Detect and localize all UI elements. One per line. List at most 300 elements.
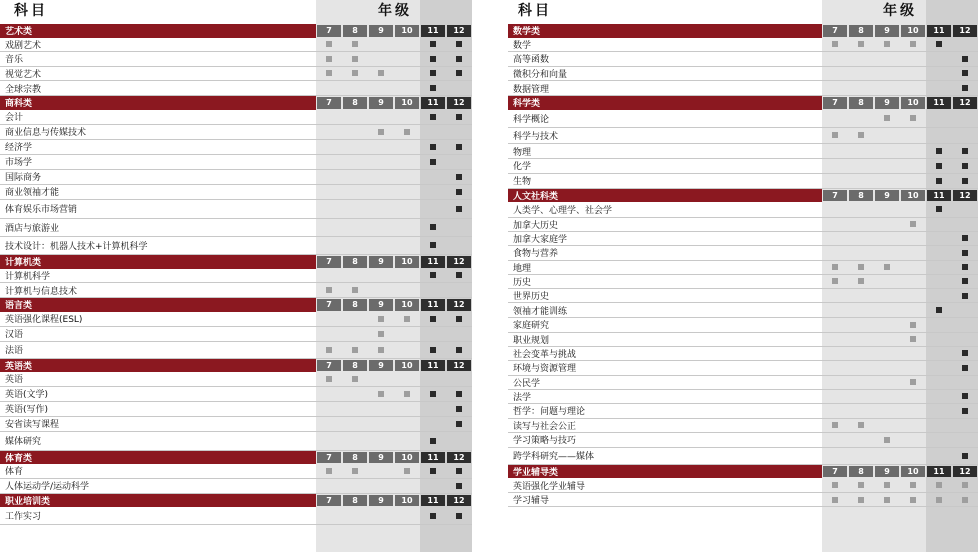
grade-11-header-cell: 11 [421, 256, 445, 268]
course-name: 商业信息与传媒技术 [5, 128, 87, 139]
course-name: 世界历史 [513, 292, 550, 302]
grade-9-offered-mark [884, 437, 890, 443]
grade-12-offered-mark [456, 513, 462, 519]
grade-10-header-cell: 10 [901, 97, 925, 109]
course-name: 工作实习 [5, 512, 42, 522]
grade-11-offered-mark [430, 70, 436, 76]
grade-12-offered-mark [456, 421, 462, 427]
course-row [508, 144, 978, 159]
grade-11-offered-mark [430, 85, 436, 91]
course-row [0, 342, 472, 359]
grade-9-offered-mark [884, 264, 890, 270]
category-header-row [0, 298, 472, 312]
grade-10-header-cell: 10 [901, 466, 925, 478]
course-row [0, 417, 472, 432]
course-name: 安省读写课程 [5, 420, 60, 430]
course-row [0, 170, 472, 185]
course-row [508, 52, 978, 67]
category-title: 体育类 [0, 451, 316, 465]
course-row [508, 318, 978, 333]
course-name: 职业规划 [513, 335, 550, 346]
grade-9-offered-mark [378, 316, 384, 322]
course-name: 读写与社会公正 [513, 421, 577, 432]
grade-12-header-cell: 12 [953, 466, 977, 478]
grade-12-offered-mark [962, 264, 968, 270]
grade-8-header-cell: 8 [849, 97, 873, 109]
grade-9-offered-mark [884, 115, 890, 121]
grade-8-header-cell: 8 [849, 466, 873, 478]
category-header-row [0, 451, 472, 465]
grade-12-offered-mark [456, 41, 462, 47]
grade-12-offered-mark [456, 70, 462, 76]
subject-header: 科目 [14, 3, 48, 19]
grade-12-offered-mark [456, 144, 462, 150]
grade-11-header-cell: 11 [421, 495, 445, 507]
grade-11-offered-mark [430, 347, 436, 353]
grade-9-header-cell: 9 [875, 25, 899, 37]
grade-11-offered-mark [430, 242, 436, 248]
grade-11-offered-mark [936, 206, 942, 212]
grade-9-header-cell: 9 [369, 256, 393, 268]
grade-7-offered-mark [326, 56, 332, 62]
grade-10-header-cell: 10 [901, 190, 925, 202]
course-row [0, 38, 472, 53]
course-row [508, 128, 978, 145]
course-name: 体育 [5, 467, 24, 478]
course-name: 科学与技术 [513, 131, 559, 142]
grade-7-header-cell: 7 [317, 25, 341, 37]
course-name: 领袖才能训练 [513, 306, 568, 317]
course-name: 会计 [5, 113, 24, 124]
grade-12-offered-mark [962, 85, 968, 91]
course-name: 戏剧艺术 [5, 40, 42, 51]
grade-8-offered-mark [352, 347, 358, 353]
course-row [0, 327, 472, 342]
grade-8-offered-mark [352, 41, 358, 47]
grade-9-offered-mark [884, 41, 890, 47]
course-name: 哲学：问题与理论 [513, 407, 586, 418]
grade-8-offered-mark [352, 56, 358, 62]
grade-10-header-cell: 10 [395, 452, 419, 464]
grade-12-offered-mark [962, 482, 968, 488]
grade-11-offered-mark [430, 144, 436, 150]
grade-10-header-cell: 10 [395, 495, 419, 507]
course-row [508, 232, 978, 247]
grade-11-header-cell: 11 [927, 97, 951, 109]
course-row [508, 110, 978, 128]
course-row [0, 219, 472, 237]
grade-10-offered-mark [910, 336, 916, 342]
course-name: 英语(写作) [5, 405, 49, 415]
grade-7-header-cell: 7 [317, 360, 341, 372]
grade-12-offered-mark [456, 56, 462, 62]
grade-11-offered-mark [430, 438, 436, 444]
grade-11-offered-mark [430, 272, 436, 278]
grade-10-offered-mark [910, 379, 916, 385]
course-row [508, 174, 978, 189]
grade-9-header-cell: 9 [369, 452, 393, 464]
category-header-row [0, 24, 472, 38]
grade-9-header-cell: 9 [875, 190, 899, 202]
course-row [0, 283, 472, 298]
grade-7-header-cell: 7 [317, 299, 341, 311]
grade-12-header-cell: 12 [447, 256, 471, 268]
grade-11-header-cell: 11 [421, 452, 445, 464]
course-row [508, 289, 978, 303]
course-name: 英语 [5, 375, 24, 386]
grade-11-offered-mark [430, 224, 436, 230]
grade-11-offered-mark [936, 307, 942, 313]
grade-10-header-cell: 10 [395, 256, 419, 268]
grade-8-header-cell: 8 [343, 495, 367, 507]
category-title: 学业辅导类 [508, 465, 822, 479]
grade-8-offered-mark [858, 41, 864, 47]
grade-12-header-cell: 12 [447, 495, 471, 507]
course-name: 视觉艺术 [5, 69, 42, 80]
course-name: 法语 [5, 346, 24, 356]
grade-8-header-cell: 8 [343, 25, 367, 37]
grade-8-header-cell: 8 [343, 256, 367, 268]
grade-7-offered-mark [832, 264, 838, 270]
course-row [508, 159, 978, 174]
course-name: 跨学科研究——媒体 [513, 452, 595, 462]
grade-9-header-cell: 9 [875, 97, 899, 109]
grade-12-offered-mark [456, 316, 462, 322]
grade-12-offered-mark [456, 483, 462, 489]
grade-9-header-cell: 9 [369, 97, 393, 109]
grade-9-header-cell: 9 [369, 360, 393, 372]
course-name: 家庭研究 [513, 321, 550, 332]
course-name: 市场学 [5, 158, 33, 168]
grade-7-offered-mark [832, 278, 838, 284]
course-row [508, 361, 978, 376]
grade-8-offered-mark [352, 287, 358, 293]
grade-8-offered-mark [858, 482, 864, 488]
grade-7-offered-mark [326, 41, 332, 47]
course-name: 高等函数 [513, 55, 550, 66]
course-row [0, 432, 472, 451]
grade-12-offered-mark [962, 365, 968, 371]
grade-12-header-cell: 12 [447, 25, 471, 37]
course-row [0, 464, 472, 479]
grade-9-header-cell: 9 [369, 495, 393, 507]
grade-12-offered-mark [962, 250, 968, 256]
grade-12-offered-mark [456, 468, 462, 474]
grade-11-offered-mark [430, 114, 436, 120]
grade-12-offered-mark [456, 406, 462, 412]
grade-12-offered-mark [456, 114, 462, 120]
grade-12-offered-mark [962, 148, 968, 154]
grade-8-header-cell: 8 [849, 25, 873, 37]
grade-11-offered-mark [430, 391, 436, 397]
grade-9-offered-mark [884, 497, 890, 503]
grade-9-offered-mark [884, 482, 890, 488]
course-name: 计算机科学 [5, 271, 51, 282]
grade-8-header-cell: 8 [343, 299, 367, 311]
grade-12-header-cell: 12 [953, 97, 977, 109]
grade-10-offered-mark [910, 497, 916, 503]
grade-12-offered-mark [456, 174, 462, 180]
grade-8-offered-mark [858, 278, 864, 284]
course-row [0, 269, 472, 284]
category-header-row [508, 465, 978, 479]
grade-7-header-cell: 7 [823, 466, 847, 478]
course-row [508, 261, 978, 275]
course-row [508, 303, 978, 318]
grade-8-header-cell: 8 [343, 97, 367, 109]
grade-8-offered-mark [352, 376, 358, 382]
grade-11-header-cell: 11 [421, 360, 445, 372]
grade-11-header-cell: 11 [927, 25, 951, 37]
course-name: 技术设计：机器人技术+计算机科学 [5, 241, 148, 252]
course-row [0, 387, 472, 402]
course-name: 人类学、心理学、社会学 [513, 205, 613, 216]
grade-11-offered-mark [430, 159, 436, 165]
grade-12-offered-mark [962, 497, 968, 503]
grade-8-offered-mark [858, 497, 864, 503]
course-name: 英语强化学业辅导 [513, 481, 586, 492]
grade-8-offered-mark [352, 468, 358, 474]
course-name: 全球宗教 [5, 84, 42, 95]
category-title: 科学类 [508, 96, 822, 110]
course-name: 国际商务 [5, 173, 42, 183]
grade-11-offered-mark [430, 316, 436, 322]
grade-7-offered-mark [326, 468, 332, 474]
grade-9-offered-mark [378, 70, 384, 76]
grade-8-offered-mark [858, 422, 864, 428]
grade-7-header-cell: 7 [823, 97, 847, 109]
grade-9-offered-mark [378, 331, 384, 337]
grade-12-offered-mark [962, 278, 968, 284]
course-name: 数学 [513, 40, 532, 51]
course-row [508, 218, 978, 232]
grade-11-offered-mark [430, 513, 436, 519]
course-row [0, 200, 472, 219]
grade-7-header-cell: 7 [317, 452, 341, 464]
course-row [0, 52, 472, 67]
grade-9-header-cell: 9 [875, 466, 899, 478]
category-title: 商科类 [0, 96, 316, 110]
grade-12-offered-mark [962, 70, 968, 76]
course-name: 历史 [513, 277, 532, 288]
grade-7-offered-mark [832, 41, 838, 47]
grade-11-offered-mark [430, 468, 436, 474]
course-row [0, 67, 472, 82]
grade-7-offered-mark [326, 70, 332, 76]
course-name: 学习辅导 [513, 496, 550, 506]
grade-12-offered-mark [456, 189, 462, 195]
grade-10-header-cell: 10 [395, 97, 419, 109]
course-table-right [508, 0, 978, 552]
course-name: 加拿大家庭学 [513, 234, 568, 245]
course-name: 计算机与信息技术 [5, 286, 78, 297]
category-title: 语言类 [0, 298, 316, 312]
course-name: 英语强化课程(ESL) [5, 315, 83, 326]
course-row [0, 237, 472, 256]
category-title: 计算机类 [0, 255, 316, 269]
grade-7-offered-mark [326, 347, 332, 353]
grade-12-header-cell: 12 [447, 360, 471, 372]
course-name: 食物与营养 [513, 249, 559, 260]
grade-7-offered-mark [832, 422, 838, 428]
course-row [508, 390, 978, 405]
course-row [0, 110, 472, 126]
course-row [508, 376, 978, 390]
grade-10-offered-mark [404, 391, 410, 397]
category-title: 人文社科类 [508, 189, 822, 203]
course-name: 汉语 [5, 330, 24, 341]
course-name: 社会变革与挑战 [513, 349, 577, 360]
grade-7-offered-mark [326, 376, 332, 382]
grade-7-header-cell: 7 [823, 25, 847, 37]
grade-9-offered-mark [378, 347, 384, 353]
subject-header: 科目 [518, 3, 552, 19]
course-name: 微积分和向量 [513, 69, 568, 80]
grade-12-header-cell: 12 [447, 97, 471, 109]
grade-10-header-cell: 10 [395, 360, 419, 372]
grade-header: 年级 [378, 3, 412, 19]
grade-7-header-cell: 7 [823, 190, 847, 202]
course-row [0, 507, 472, 525]
grade-7-header-cell: 7 [317, 97, 341, 109]
grade-12-header-cell: 12 [447, 452, 471, 464]
course-row [508, 38, 978, 53]
grade-8-header-cell: 8 [343, 360, 367, 372]
grade-11-offered-mark [936, 163, 942, 169]
course-name: 学习策略与技巧 [513, 436, 577, 447]
grade-9-offered-mark [378, 391, 384, 397]
grade-11-header-cell: 11 [421, 299, 445, 311]
course-row [0, 372, 472, 387]
category-header-row [0, 359, 472, 373]
course-table-left [0, 0, 472, 552]
course-name: 科学概论 [513, 114, 550, 125]
course-row [508, 202, 978, 218]
course-row [508, 404, 978, 419]
grade-11-offered-mark [936, 497, 942, 503]
grade-12-header-cell: 12 [447, 299, 471, 311]
grade-10-offered-mark [910, 115, 916, 121]
course-name: 地理 [513, 263, 532, 274]
course-name: 化学 [513, 162, 532, 173]
course-name: 酒店与旅游业 [5, 223, 60, 234]
grade-12-offered-mark [962, 393, 968, 399]
course-row [508, 448, 978, 465]
course-name: 生物 [513, 177, 532, 187]
category-header-row [508, 96, 978, 110]
category-title: 职业培训类 [0, 494, 316, 508]
grade-8-header-cell: 8 [849, 190, 873, 202]
course-name: 体育娱乐市场营销 [5, 205, 78, 215]
grade-11-header-cell: 11 [927, 190, 951, 202]
course-name: 商业领袖才能 [5, 188, 60, 198]
course-row [508, 246, 978, 261]
course-name: 音乐 [5, 55, 24, 66]
course-name: 法学 [513, 392, 532, 403]
grade-12-offered-mark [456, 206, 462, 212]
grade-12-offered-mark [962, 235, 968, 241]
course-name: 媒体研究 [5, 437, 42, 447]
grade-11-header-cell: 11 [421, 25, 445, 37]
grade-7-offered-mark [832, 482, 838, 488]
grade-12-offered-mark [962, 293, 968, 299]
grade-10-offered-mark [910, 482, 916, 488]
course-row [508, 275, 978, 290]
grade-10-header-cell: 10 [395, 299, 419, 311]
grade-10-header-cell: 10 [901, 25, 925, 37]
course-row [508, 419, 978, 434]
grade-9-offered-mark [378, 129, 384, 135]
course-name: 英语(文学) [5, 390, 49, 400]
grade-12-offered-mark [456, 391, 462, 397]
grade-11-offered-mark [936, 41, 942, 47]
grade-12-offered-mark [962, 453, 968, 459]
grade-12-offered-mark [962, 178, 968, 184]
course-name: 经济学 [5, 143, 33, 153]
grade-12-offered-mark [456, 272, 462, 278]
course-name: 人体运动学/运动科学 [5, 482, 90, 492]
category-header-row [0, 494, 472, 508]
grade-10-offered-mark [404, 129, 410, 135]
grade-8-offered-mark [352, 70, 358, 76]
grade-7-header-cell: 7 [317, 256, 341, 268]
grade-10-offered-mark [404, 468, 410, 474]
course-row [0, 81, 472, 96]
grade-11-offered-mark [936, 148, 942, 154]
category-header-row [0, 255, 472, 269]
grade-11-offered-mark [430, 41, 436, 47]
grade-7-offered-mark [832, 132, 838, 138]
grade-11-offered-mark [936, 178, 942, 184]
course-row [508, 433, 978, 448]
course-row [0, 140, 472, 155]
grade-10-header-cell: 10 [395, 25, 419, 37]
grade-10-offered-mark [910, 221, 916, 227]
course-row [0, 479, 472, 494]
grade-12-offered-mark [962, 163, 968, 169]
category-header-row [508, 24, 978, 38]
course-name: 公民学 [513, 378, 541, 389]
course-row [508, 493, 978, 507]
category-title: 数学类 [508, 24, 822, 38]
grade-8-offered-mark [858, 264, 864, 270]
grade-12-offered-mark [962, 350, 968, 356]
course-row [0, 402, 472, 417]
course-row [0, 125, 472, 140]
grade-7-offered-mark [832, 497, 838, 503]
course-row [508, 478, 978, 493]
grade-header: 年级 [883, 3, 917, 19]
course-row [508, 333, 978, 347]
course-name: 物理 [513, 147, 532, 158]
course-row [508, 67, 978, 82]
grade-9-header-cell: 9 [369, 299, 393, 311]
course-name: 加拿大历史 [513, 220, 559, 231]
course-row [0, 155, 472, 170]
course-row [0, 185, 472, 200]
grade-11-header-cell: 11 [927, 466, 951, 478]
grade-9-header-cell: 9 [369, 25, 393, 37]
grade-11-offered-mark [430, 56, 436, 62]
course-row [508, 81, 978, 96]
grade-10-offered-mark [910, 41, 916, 47]
grade-12-header-cell: 12 [953, 190, 977, 202]
grade-12-offered-mark [962, 408, 968, 414]
course-name: 数据管理 [513, 84, 550, 95]
category-title: 英语类 [0, 359, 316, 373]
grade-7-header-cell: 7 [317, 495, 341, 507]
grade-11-header-cell: 11 [421, 97, 445, 109]
